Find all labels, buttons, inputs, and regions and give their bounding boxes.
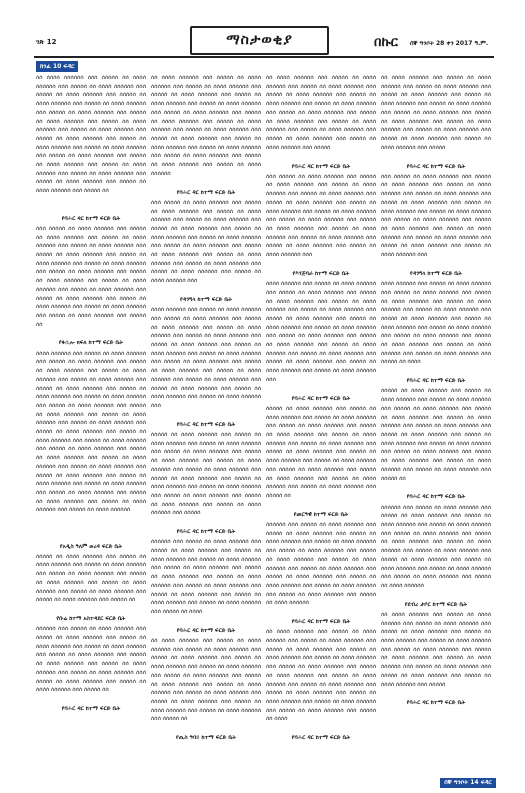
dateline: ሰኞ ግንቦት 28 ቀን 2017 ዓ.ም. <box>410 40 489 47</box>
court-signature: የቡሬ ከተማ አስተዳደር ፍርድ ቤት <box>56 616 126 623</box>
court-signature: የእንጅባራ ከተማ ፍርድ ቤት <box>292 270 350 277</box>
notice-paragraph: ሰሰ ሰሰሰሰ ሰሰሰሰሰሰ ሰሰሰ ሰሰሰሰሰ ሰሰ ሰሰሰሰ ሰሰሰሰሰሰ ሰሰሰ ሰሰሰሰሰ ሰሰ ሰሰሰሰ ሰሰሰሰሰሰ ሰሰሰ ሰሰሰሰሰ ሰሰ ሰሰሰሰ ሰሰሰሰሰሰ ሰሰሰ ሰሰሰሰሰ ሰሰ ሰሰሰሰ ሰሰሰሰሰሰ ሰሰሰ ሰሰሰሰሰ ሰሰ ሰሰሰሰ ሰሰሰሰሰሰ ሰሰሰ ሰሰሰሰሰ ሰሰ ሰሰሰሰ ሰሰሰሰሰሰ ሰሰሰ ሰሰሰሰሰ ሰሰ ሰሰሰሰ ሰሰሰሰሰሰ ሰሰሰ ሰሰሰሰሰ ሰሰ ሰሰሰሰ ሰሰሰሰሰሰ ሰሰሰ ሰሰሰሰሰ ሰሰ ሰሰሰሰ ሰሰሰሰሰሰ ሰሰሰ ሰሰሰሰሰ ሰሰ ሰሰሰሰ ሰሰሰሰሰሰ ሰሰሰ ሰሰሰሰሰ ሰሰ ሰሰሰሰ ሰሰሰሰሰሰ ሰሰሰ ሰሰሰሰሰ <box>381 611 491 688</box>
notice-paragraph: ሰሰ ሰሰሰሰ ሰሰሰሰሰሰ ሰሰሰ ሰሰሰሰሰ ሰሰ ሰሰሰሰ ሰሰሰሰሰሰ ሰሰሰ ሰሰሰሰሰ ሰሰ ሰሰሰሰ ሰሰሰሰሰሰ ሰሰሰ ሰሰሰሰሰ ሰሰ ሰሰሰሰ ሰሰሰሰሰሰ ሰሰሰ ሰሰሰሰሰ ሰሰ ሰሰሰሰ ሰሰሰሰሰሰ ሰሰሰ ሰሰሰሰሰ ሰሰ ሰሰሰሰ ሰሰሰሰሰሰ ሰሰሰ ሰሰሰሰሰ ሰሰ ሰሰሰሰ ሰሰሰሰሰሰ ሰሰሰ ሰሰሰሰሰ ሰሰ ሰሰሰሰ ሰሰሰሰሰሰ ሰሰሰ ሰሰሰሰሰ ሰሰ ሰሰሰሰ ሰሰሰሰሰሰ ሰሰሰ ሰሰሰሰሰ ሰሰ ሰሰሰሰ ሰሰሰሰሰሰ ሰሰሰ ሰሰሰሰሰ ሰሰ ሰሰሰሰ ሰሰሰሰሰሰ ሰሰሰ ሰሰሰሰሰ ሰሰ ሰሰሰሰ ሰሰሰሰሰሰ ሰሰሰ ሰሰሰሰሰ ሰሰ ሰሰሰሰ ሰሰሰሰሰሰ ሰሰሰ ሰሰሰሰሰ ሰሰ ሰሰሰሰ ሰሰሰሰሰሰ ሰሰሰ ሰሰሰሰሰ ሰሰ ሰሰሰሰ <box>266 629 376 723</box>
notice-paragraph: ሰሰሰሰሰሰ ሰሰሰ ሰሰሰሰሰ ሰሰ ሰሰሰሰ ሰሰሰሰሰሰ ሰሰሰ ሰሰሰሰሰ ሰሰ ሰሰሰሰ ሰሰሰሰሰሰ ሰሰሰ ሰሰሰሰሰ ሰሰ ሰሰሰሰ ሰሰሰሰሰሰ ሰሰሰ ሰሰሰሰሰ ሰሰ ሰሰሰሰ ሰሰሰሰሰሰ ሰሰሰ ሰሰሰሰሰ ሰሰ ሰሰሰሰ ሰሰሰሰሰሰ ሰሰሰ ሰሰሰሰሰ ሰሰ ሰሰሰሰ ሰሰሰሰሰሰ ሰሰሰ ሰሰሰሰሰ ሰሰ ሰሰሰሰ ሰሰሰሰሰሰ ሰሰሰ ሰሰሰሰሰ ሰሰ ሰሰሰሰ ሰሰሰሰሰሰ ሰሰሰ ሰሰሰሰሰ ሰሰ ሰሰሰሰ ሰሰሰሰሰሰ ሰሰሰ ሰሰሰሰሰ ሰሰ ሰሰሰሰ ሰሰሰሰሰሰ ሰሰሰ ሰሰሰሰሰ ሰሰ ሰሰሰሰ ሰሰሰሰሰሰ ሰሰሰ ሰሰሰሰሰ ሰሰ ሰሰሰሰ ሰሰሰሰሰሰ ሰሰሰ ሰሰሰሰሰ ሰሰ ሰሰሰሰ ሰሰሰሰሰሰ <box>381 504 491 589</box>
court-signature: የአዲስ ዓለም ወረዳ ፍርድ ቤት <box>59 543 123 550</box>
court-signature: የደብረ ታቦር ከተማ ፍርድ ቤት <box>404 601 468 608</box>
notice-paragraph: ሰሰ ሰሰሰሰ ሰሰሰሰሰሰ ሰሰሰ ሰሰሰሰሰ ሰሰ ሰሰሰሰ ሰሰሰሰሰሰ ሰሰሰ ሰሰሰሰሰ ሰሰ ሰሰሰሰ ሰሰሰሰሰሰ ሰሰሰ ሰሰሰሰሰ ሰሰ ሰሰሰሰ ሰሰሰሰሰሰ ሰሰሰ ሰሰሰሰሰ ሰሰ ሰሰሰሰ ሰሰሰሰሰሰ ሰሰሰ ሰሰሰሰሰ ሰሰ ሰሰሰሰ ሰሰሰሰሰሰ ሰሰሰ ሰሰሰሰሰ ሰሰ ሰሰሰሰ ሰሰሰሰሰሰ ሰሰሰ ሰሰሰሰሰ ሰሰ ሰሰሰሰ ሰሰሰሰሰሰ ሰሰሰ ሰሰሰሰሰ ሰሰ ሰሰሰሰ ሰሰሰሰሰሰ ሰሰሰ ሰሰሰሰሰ ሰሰ ሰሰሰሰ ሰሰሰሰሰሰ ሰሰሰ ሰሰሰሰሰ ሰሰ ሰሰሰሰ ሰሰሰሰሰሰ ሰሰሰ ሰሰሰሰሰ ሰሰ ሰሰሰሰ ሰሰሰሰሰሰ ሰሰሰ ሰሰሰሰሰ ሰሰ ሰሰሰሰ ሰሰሰሰሰሰ ሰሰሰ ሰሰሰሰሰ ሰሰ ሰሰሰሰ ሰሰሰሰሰሰ ሰሰሰ ሰሰሰሰሰ ሰሰ ሰሰሰሰ ሰሰሰሰሰሰ ሰሰሰ ሰሰሰሰሰ ሰሰ ሰሰሰሰ ሰሰሰሰሰሰ <box>151 75 261 177</box>
notice-paragraph: ሰሰሰሰ ሰሰሰሰሰሰ ሰሰሰ ሰሰሰሰሰ ሰሰ ሰሰሰሰ ሰሰሰሰሰሰ ሰሰሰ ሰሰሰሰሰ ሰሰ ሰሰሰሰ ሰሰሰሰሰሰ ሰሰሰ ሰሰሰሰሰ ሰሰ ሰሰሰሰ ሰሰሰሰሰሰ ሰሰሰ ሰሰሰሰሰ ሰሰ ሰሰሰሰ ሰሰሰሰሰሰ ሰሰሰ ሰሰሰሰሰ ሰሰ ሰሰሰሰ ሰሰሰሰሰሰ ሰሰሰ ሰሰሰሰሰ ሰሰ ሰሰሰሰ ሰሰሰሰሰሰ ሰሰሰ ሰሰሰሰሰ ሰሰ ሰሰሰሰ ሰሰሰሰሰሰ ሰሰሰ ሰሰሰሰሰ ሰሰ ሰሰሰሰ ሰሰሰሰሰሰ ሰሰሰ ሰሰሰሰሰ ሰሰ ሰሰሰሰ ሰሰሰሰሰሰ ሰሰሰ ሰሰሰሰሰ ሰሰ ሰሰሰሰ ሰሰሰሰሰሰ ሰሰሰ ሰሰሰሰሰ ሰሰ ሰሰሰሰ ሰሰሰሰሰሰ ሰሰሰ ሰሰሰሰሰ ሰሰ ሰሰሰሰ ሰሰሰሰሰሰ ሰሰሰ ሰሰሰሰሰ ሰሰ ሰሰሰሰ ሰሰሰሰሰሰ ሰሰሰ ሰሰሰሰሰ ሰሰ ሰሰሰሰ ሰሰሰሰሰሰ ሰሰሰ ሰሰሰሰሰ ሰሰ ሰሰሰሰ ሰሰሰሰሰሰ ሰሰሰ <box>266 281 376 383</box>
notice-paragraph: ሰሰ ሰሰሰሰ ሰሰሰሰሰሰ ሰሰሰ ሰሰሰሰሰ ሰሰ ሰሰሰሰ ሰሰሰሰሰሰ ሰሰሰ ሰሰሰሰሰ ሰሰ ሰሰሰሰ ሰሰሰሰሰሰ ሰሰሰ ሰሰሰሰሰ ሰሰ ሰሰሰሰ ሰሰሰሰሰሰ ሰሰሰ ሰሰሰሰሰ ሰሰ ሰሰሰሰ ሰሰሰሰሰሰ ሰሰሰ ሰሰሰሰሰ ሰሰ ሰሰሰሰ ሰሰሰሰሰሰ ሰሰሰ ሰሰሰሰሰ ሰሰ ሰሰሰሰ ሰሰሰሰሰሰ ሰሰሰ ሰሰሰሰሰ ሰሰ ሰሰሰሰ ሰሰሰሰሰሰ ሰሰሰ ሰሰሰሰሰ ሰሰ ሰሰሰሰ ሰሰሰሰሰሰ ሰሰሰ ሰሰሰሰሰ ሰሰ ሰሰሰሰ ሰሰሰሰሰሰ ሰሰሰ ሰሰሰሰሰ ሰሰ ሰሰሰሰ ሰሰሰሰሰሰ ሰሰሰ ሰሰሰሰሰ ሰሰ ሰሰሰሰ ሰሰሰሰሰሰ ሰሰሰ ሰሰሰሰሰ <box>381 75 491 151</box>
page-number: ገጽ 12 <box>36 38 57 46</box>
notice-paragraph: ሰሰሰ ሰሰሰሰሰ ሰሰ ሰሰሰሰ ሰሰሰሰሰሰ ሰሰሰ ሰሰሰሰሰ ሰሰ ሰሰሰሰ ሰሰሰሰሰሰ ሰሰሰ ሰሰሰሰሰ ሰሰ ሰሰሰሰ ሰሰሰሰሰሰ ሰሰሰ ሰሰሰሰሰ ሰሰ ሰሰሰሰ ሰሰሰሰሰሰ ሰሰሰ ሰሰሰሰሰ ሰሰ ሰሰሰሰ ሰሰሰሰሰሰ ሰሰሰ ሰሰሰሰሰ ሰሰ ሰሰሰሰ ሰሰሰሰሰሰ ሰሰሰ ሰሰሰሰሰ ሰሰ ሰሰሰሰ ሰሰሰሰሰሰ ሰሰሰ ሰሰሰሰሰ ሰሰ ሰሰሰሰ ሰሰሰሰሰሰ ሰሰሰ ሰሰሰሰሰ ሰሰ ሰሰሰሰ ሰሰሰሰሰሰ ሰሰሰ ሰሰሰሰሰ ሰሰ ሰሰሰሰ ሰሰሰሰሰሰ ሰሰሰ ሰሰሰሰሰ ሰሰ ሰሰሰሰ ሰሰሰሰሰሰ ሰሰሰ ሰሰሰሰሰ ሰሰ ሰሰሰሰ ሰሰሰሰሰሰ ሰሰሰ ሰሰሰሰሰ ሰሰ ሰሰሰሰ ሰሰሰሰሰሰ ሰሰሰ ሰሰሰሰሰ ሰሰ ሰሰሰሰ ሰሰሰሰሰሰ ሰሰሰ ሰሰሰሰሰ ሰሰ ሰሰሰሰ ሰሰሰሰሰሰ ሰሰሰ ሰሰሰሰሰ ሰሰ <box>36 225 146 328</box>
masthead-logo: በኩር <box>374 35 398 50</box>
page-header <box>0 0 525 58</box>
column-2 <box>151 74 261 774</box>
court-signature: የባሕር ዳር ከተማ ፍርድ ቤት <box>291 163 351 170</box>
notice-paragraph: ሰሰሰሰሰሰ ሰሰሰ ሰሰሰሰሰ ሰሰ ሰሰሰሰ ሰሰሰሰሰሰ ሰሰሰ ሰሰሰሰሰ ሰሰ ሰሰሰሰ ሰሰሰሰሰሰ ሰሰሰ ሰሰሰሰሰ ሰሰ ሰሰሰሰ ሰሰሰሰሰሰ ሰሰሰ ሰሰሰሰሰ ሰሰ ሰሰሰሰ ሰሰሰሰሰሰ ሰሰሰ ሰሰሰሰሰ ሰሰ ሰሰሰሰ ሰሰሰሰሰሰ ሰሰሰ ሰሰሰሰሰ ሰሰ ሰሰሰሰ ሰሰሰሰሰሰ ሰሰሰ ሰሰሰሰሰ ሰሰ ሰሰሰሰ ሰሰሰሰሰሰ ሰሰሰ ሰሰሰሰሰ ሰሰ ሰሰሰሰ ሰሰሰሰሰሰ ሰሰሰ ሰሰሰሰሰ ሰሰ ሰሰሰሰ ሰሰሰሰሰሰ ሰሰሰ ሰሰሰሰሰ ሰሰ ሰሰሰሰ ሰሰሰሰሰሰ ሰሰሰ ሰሰሰሰሰ ሰሰ <box>36 626 146 694</box>
court-signature: የጢስ ዓባይ ከተማ ፍርድ ቤት <box>176 735 236 742</box>
page-title: ማስታወቂያ <box>190 26 329 55</box>
court-signature: የባሕር ዳር ከተማ ፍርድ ቤት <box>406 700 466 707</box>
notice-paragraph: ሰሰሰ ሰሰሰሰሰ ሰሰ ሰሰሰሰ ሰሰሰሰሰሰ ሰሰሰ ሰሰሰሰሰ ሰሰ ሰሰሰሰ ሰሰሰሰሰሰ ሰሰሰ ሰሰሰሰሰ ሰሰ ሰሰሰሰ ሰሰሰሰሰሰ ሰሰሰ ሰሰሰሰሰ ሰሰ ሰሰሰሰ ሰሰሰሰሰሰ ሰሰሰ ሰሰሰሰሰ ሰሰ ሰሰሰሰ ሰሰሰሰሰሰ ሰሰሰ ሰሰሰሰሰ ሰሰ ሰሰሰሰ ሰሰሰሰሰሰ ሰሰሰ ሰሰሰሰሰ ሰሰ ሰሰሰሰ ሰሰሰሰሰሰ ሰሰሰ ሰሰሰሰሰ ሰሰ ሰሰሰሰ ሰሰሰሰሰሰ ሰሰሰ ሰሰሰሰሰ ሰሰ ሰሰሰሰ ሰሰሰሰሰሰ ሰሰሰ ሰሰሰሰሰ ሰሰ ሰሰሰሰ ሰሰሰሰሰሰ ሰሰሰ ሰሰሰሰሰ ሰሰ ሰሰሰሰ ሰሰሰሰሰሰ ሰሰሰ ሰሰሰሰሰ ሰሰ ሰሰሰሰ ሰሰሰሰሰሰ ሰሰሰ ሰሰሰሰሰ ሰሰ ሰሰሰሰ ሰሰሰሰሰሰ ሰሰሰ <box>266 173 376 259</box>
notice-paragraph: ሰሰሰሰሰ ሰሰ ሰሰሰሰ ሰሰሰሰሰሰ ሰሰሰ ሰሰሰሰሰ ሰሰ ሰሰሰሰ ሰሰሰሰሰሰ ሰሰሰ ሰሰሰሰሰ ሰሰ ሰሰሰሰ ሰሰሰሰሰሰ ሰሰሰ ሰሰሰሰሰ ሰሰ ሰሰሰሰ ሰሰሰሰሰሰ ሰሰሰ ሰሰሰሰሰ ሰሰ ሰሰሰሰ ሰሰሰሰሰሰ ሰሰሰ ሰሰሰሰሰ ሰሰ ሰሰሰሰ ሰሰሰሰሰሰ ሰሰሰ ሰሰሰሰሰ ሰሰ ሰሰሰሰ ሰሰሰሰሰሰ ሰሰሰ ሰሰሰሰሰ ሰሰ ሰሰሰሰ ሰሰሰሰሰሰ ሰሰሰ ሰሰሰሰሰ ሰሰ ሰሰሰሰ ሰሰሰሰሰሰ ሰሰሰ ሰሰሰሰሰ ሰሰ ሰሰሰሰ ሰሰሰሰሰሰ ሰሰሰ ሰሰሰሰሰ ሰሰ ሰሰሰሰ ሰሰሰሰሰሰ ሰሰሰ ሰሰሰሰሰ ሰሰ ሰሰሰሰ ሰሰሰሰሰሰ ሰሰሰ ሰሰሰሰሰ ሰሰ ሰሰሰሰ ሰሰሰሰሰሰ ሰሰሰ ሰሰሰሰሰ ሰሰ ሰሰሰሰ ሰሰሰሰሰሰ ሰሰሰ ሰሰሰሰሰ ሰሰ <box>266 405 376 499</box>
notice-paragraph: ሰሰሰሰሰ ሰሰ ሰሰሰሰ ሰሰሰሰሰሰ ሰሰሰ ሰሰሰሰሰ ሰሰ ሰሰሰሰ ሰሰሰሰሰሰ ሰሰሰ ሰሰሰሰሰ ሰሰ ሰሰሰሰ ሰሰሰሰሰሰ ሰሰሰ ሰሰሰሰሰ ሰሰ ሰሰሰሰ ሰሰሰሰሰሰ ሰሰሰ ሰሰሰሰሰ ሰሰ ሰሰሰሰ ሰሰሰሰሰሰ ሰሰሰ ሰሰሰሰሰ ሰሰ ሰሰሰሰ ሰሰሰሰሰሰ ሰሰሰ ሰሰሰሰሰ ሰሰ ሰሰሰሰ ሰሰሰሰሰሰ ሰሰሰ ሰሰሰሰሰ ሰሰ ሰሰሰሰ ሰሰሰሰሰሰ ሰሰሰ ሰሰሰሰሰ ሰሰ <box>36 553 146 604</box>
court-signature: የፋሲሎ ክፍለ ከተማ ፍርድ ቤት <box>58 340 124 347</box>
notice-paragraph: ሰሰሰሰ ሰሰሰሰሰሰ ሰሰሰ ሰሰሰሰሰ ሰሰ ሰሰሰሰ ሰሰሰሰሰሰ ሰሰሰ ሰሰሰሰሰ ሰሰ ሰሰሰሰ ሰሰሰሰሰሰ ሰሰሰ ሰሰሰሰሰ ሰሰ ሰሰሰሰ ሰሰሰሰሰሰ ሰሰሰ ሰሰሰሰሰ ሰሰ ሰሰሰሰ ሰሰሰሰሰሰ ሰሰሰ ሰሰሰሰሰ ሰሰ ሰሰሰሰ ሰሰሰሰሰሰ ሰሰሰ ሰሰሰሰሰ ሰሰ ሰሰሰሰ ሰሰሰሰሰሰ ሰሰሰ ሰሰሰሰሰ ሰሰ ሰሰሰሰ ሰሰሰሰሰሰ ሰሰሰ ሰሰሰሰሰ ሰሰ ሰሰሰሰ ሰሰሰሰሰሰ ሰሰሰ ሰሰሰሰሰ ሰሰ ሰሰሰሰ ሰሰሰሰሰሰ ሰሰሰ ሰሰሰሰሰ ሰሰ ሰሰሰሰ ሰሰሰሰሰሰ ሰሰሰ ሰሰሰሰሰ ሰሰ ሰሰሰሰ ሰሰሰሰሰሰ ሰሰሰ ሰሰሰሰሰ ሰሰ ሰሰሰሰ ሰሰሰሰሰሰ ሰሰሰ ሰሰሰሰሰ ሰሰ ሰሰሰሰ ሰሰሰሰሰሰ ሰሰሰ ሰሰሰሰሰ ሰሰ ሰሰሰሰ ሰሰሰሰሰሰ ሰሰሰ ሰሰሰሰሰ ሰሰ ሰሰሰሰ ሰሰሰሰሰሰ ሰሰሰ ሰሰሰሰሰ ሰሰ ሰሰሰሰ ሰሰሰሰሰሰ ሰሰሰ ሰሰሰሰሰ ሰሰ ሰሰሰሰ ሰሰሰሰሰሰ ሰሰሰ ሰሰሰሰሰ ሰሰ ሰሰሰሰ ሰሰሰሰሰሰ ሰሰሰ ሰሰሰሰሰ ሰሰ ሰሰሰሰ ሰሰሰሰሰሰ ሰሰሰ ሰሰሰሰሰ ሰሰ ሰሰሰሰ ሰሰሰሰሰሰ ሰሰሰ ሰሰሰሰሰ ሰሰ ሰሰሰሰ ሰሰሰሰሰሰ ሰሰሰ ሰሰሰሰሰ ሰሰ ሰሰሰሰ ሰሰሰሰሰሰ ሰሰሰ ሰሰሰሰሰ ሰሰ ሰሰሰሰ ሰሰሰሰሰሰ ሰሰሰ ሰሰሰሰሰ ሰሰ ሰሰሰሰ ሰሰሰሰሰሰ ሰሰሰ ሰሰሰሰሰ ሰሰ ሰሰሰሰ ሰሰሰሰሰሰ ሰሰሰ ሰሰሰሰሰ ሰሰ ሰሰሰሰ ሰሰሰሰሰሰ <box>36 350 146 514</box>
column-1 <box>36 74 146 774</box>
court-signature: የባሕር ዳር ከተማ ፍርድ ቤት <box>291 619 351 626</box>
notice-paragraph: ሰሰ ሰሰሰሰ ሰሰሰሰሰሰ ሰሰሰ ሰሰሰሰሰ ሰሰ ሰሰሰሰ ሰሰሰሰሰሰ ሰሰሰ ሰሰሰሰሰ ሰሰ ሰሰሰሰ ሰሰሰሰሰሰ ሰሰሰ ሰሰሰሰሰ ሰሰ ሰሰሰሰ ሰሰሰሰሰሰ ሰሰሰ ሰሰሰሰሰ ሰሰ ሰሰሰሰ ሰሰሰሰሰሰ ሰሰሰ ሰሰሰሰሰ ሰሰ ሰሰሰሰ ሰሰሰሰሰሰ ሰሰሰ ሰሰሰሰሰ ሰሰ ሰሰሰሰ ሰሰሰሰሰሰ ሰሰሰ ሰሰሰሰሰ ሰሰ ሰሰሰሰ ሰሰሰሰሰሰ ሰሰሰ ሰሰሰሰሰ ሰሰ ሰሰሰሰ ሰሰሰሰሰሰ ሰሰሰ ሰሰሰሰሰ ሰሰ ሰሰሰሰ ሰሰሰሰሰሰ ሰሰሰ ሰሰሰሰሰ ሰሰ ሰሰሰሰ ሰሰሰሰሰሰ ሰሰሰ ሰሰሰሰሰ ሰሰ ሰሰሰሰ ሰሰሰሰሰሰ ሰሰሰ ሰሰሰሰሰ ሰሰ ሰሰሰሰ ሰሰሰሰሰሰ ሰሰሰ ሰሰሰሰሰ ሰሰ ሰሰሰሰ ሰሰሰሰሰሰ ሰሰሰ ሰሰሰሰሰ ሰሰ ሰሰሰሰ ሰሰሰሰሰሰ ሰሰሰ ሰሰሰሰሰ ሰሰ ሰሰሰሰ ሰሰሰሰሰሰ ሰሰሰ ሰሰሰሰሰ ሰሰ ሰሰሰሰ ሰሰሰሰሰሰ ሰሰሰ ሰሰሰሰሰ ሰሰ ሰሰሰሰ ሰሰሰሰሰሰ ሰሰሰ ሰሰሰሰሰ ሰሰ ሰሰሰሰ ሰሰሰሰሰሰ ሰሰሰ ሰሰሰሰሰ ሰሰ <box>36 75 146 195</box>
notice-paragraph: ሰሰሰሰሰ ሰሰ ሰሰሰሰ ሰሰሰሰሰሰ ሰሰሰ ሰሰሰሰሰ ሰሰ ሰሰሰሰ ሰሰሰሰሰሰ ሰሰሰ ሰሰሰሰሰ ሰሰ ሰሰሰሰ ሰሰሰሰሰሰ ሰሰሰ ሰሰሰሰሰ ሰሰ ሰሰሰሰ ሰሰሰሰሰሰ ሰሰሰ ሰሰሰሰሰ ሰሰ ሰሰሰሰ ሰሰሰሰሰሰ ሰሰሰ ሰሰሰሰሰ ሰሰ ሰሰሰሰ ሰሰሰሰሰሰ ሰሰሰ ሰሰሰሰሰ ሰሰ ሰሰሰሰ ሰሰሰሰሰሰ ሰሰሰ ሰሰሰሰሰ ሰሰ ሰሰሰሰ ሰሰሰሰሰሰ ሰሰሰ ሰሰሰሰሰ ሰሰ ሰሰሰሰ ሰሰሰሰሰሰ ሰሰሰ ሰሰሰሰሰ ሰሰ ሰሰሰሰ ሰሰሰሰሰሰ ሰሰሰ ሰሰሰሰሰ ሰሰ ሰሰሰሰ ሰሰሰሰሰሰ ሰሰሰ ሰሰሰሰሰ ሰሰ ሰሰሰሰ ሰሰሰሰሰሰ ሰሰሰ ሰሰሰሰሰ ሰሰ ሰሰሰሰ ሰሰሰሰሰሰ ሰሰሰ ሰሰሰሰሰ ሰሰ ሰሰሰሰ ሰሰሰሰሰሰ ሰሰሰ ሰሰሰሰሰ ሰሰ <box>381 388 491 482</box>
section-tag: ክንፈ 10 ፍዳር <box>36 61 78 72</box>
notice-paragraph: ሰሰሰሰሰሰ ሰሰሰ ሰሰሰሰሰ ሰሰ ሰሰሰሰ ሰሰሰሰሰሰ ሰሰሰ ሰሰሰሰሰ ሰሰ ሰሰሰሰ ሰሰሰሰሰሰ ሰሰሰ ሰሰሰሰሰ ሰሰ ሰሰሰሰ ሰሰሰሰሰሰ ሰሰሰ ሰሰሰሰሰ ሰሰ ሰሰሰሰ ሰሰሰሰሰሰ ሰሰሰ ሰሰሰሰሰ ሰሰ ሰሰሰሰ ሰሰሰሰሰሰ ሰሰሰ ሰሰሰሰሰ ሰሰ ሰሰሰሰ ሰሰሰሰሰሰ ሰሰሰ ሰሰሰሰሰ ሰሰ ሰሰሰሰ ሰሰሰሰሰሰ ሰሰሰ ሰሰሰሰሰ ሰሰ ሰሰሰሰ ሰሰሰሰሰሰ ሰሰሰ ሰሰሰሰሰ ሰሰ ሰሰሰሰ ሰሰሰሰሰሰ ሰሰሰ ሰሰሰሰሰ ሰሰ ሰሰሰሰ ሰሰሰሰሰሰ ሰሰሰ ሰሰሰሰሰ ሰሰ ሰሰሰሰ ሰሰሰሰሰሰ ሰሰሰ ሰሰሰሰሰ ሰሰ ሰሰሰሰ <box>151 539 261 615</box>
notice-paragraph: ሰሰሰሰ ሰሰሰሰሰሰ ሰሰሰ ሰሰሰሰሰ ሰሰ ሰሰሰሰ ሰሰሰሰሰሰ ሰሰሰ ሰሰሰሰሰ ሰሰ ሰሰሰሰ ሰሰሰሰሰሰ ሰሰሰ ሰሰሰሰሰ ሰሰ ሰሰሰሰ ሰሰሰሰሰሰ ሰሰሰ ሰሰሰሰሰ ሰሰ ሰሰሰሰ ሰሰሰሰሰሰ ሰሰሰ ሰሰሰሰሰ ሰሰ ሰሰሰሰ ሰሰሰሰሰሰ ሰሰሰ ሰሰሰሰሰ ሰሰ ሰሰሰሰ ሰሰሰሰሰሰ ሰሰሰ ሰሰሰሰሰ ሰሰ ሰሰሰሰ ሰሰሰሰሰሰ ሰሰሰ ሰሰሰሰሰ ሰሰ ሰሰሰሰ ሰሰሰሰሰሰ ሰሰሰ ሰሰሰሰሰ ሰሰ ሰሰሰሰ ሰሰሰሰሰሰ ሰሰሰ ሰሰሰሰሰ ሰሰ ሰሰሰሰ ሰሰሰሰሰሰ ሰሰሰ ሰሰሰሰሰ ሰሰ ሰሰሰሰ ሰሰሰሰሰሰ ሰሰሰ ሰሰሰሰሰ ሰሰ ሰሰሰሰ ሰሰሰሰሰሰ ሰሰሰ ሰሰሰሰሰ ሰሰ ሰሰሰሰ <box>381 281 491 366</box>
court-signature: የባሕር ዳር ከተማ ፍርድ ቤት <box>406 163 466 170</box>
column-3 <box>266 74 376 774</box>
court-signature: የባሕር ዳር ከተማ ፍርድ ቤት <box>406 378 466 385</box>
court-signature: የባሕር ዳር ከተማ ፍርድ ቤት <box>61 215 121 222</box>
court-signature: የባሕር ዳር ከተማ ፍርድ ቤት <box>406 494 466 501</box>
notice-paragraph: ሰሰሰሰሰሰ ሰሰሰ ሰሰሰሰሰ ሰሰ ሰሰሰሰ ሰሰሰሰሰሰ ሰሰሰ ሰሰሰሰሰ ሰሰ ሰሰሰሰ ሰሰሰሰሰሰ ሰሰሰ ሰሰሰሰሰ ሰሰ ሰሰሰሰ ሰሰሰሰሰሰ ሰሰሰ ሰሰሰሰሰ ሰሰ ሰሰሰሰ ሰሰሰሰሰሰ ሰሰሰ ሰሰሰሰሰ ሰሰ ሰሰሰሰ ሰሰሰሰሰሰ ሰሰሰ ሰሰሰሰሰ ሰሰ ሰሰሰሰ ሰሰሰሰሰሰ ሰሰሰ ሰሰሰሰሰ ሰሰ ሰሰሰሰ ሰሰሰሰሰሰ ሰሰሰ ሰሰሰሰሰ ሰሰ ሰሰሰሰ ሰሰሰሰሰሰ ሰሰሰ ሰሰሰሰሰ ሰሰ ሰሰሰሰ ሰሰሰሰሰሰ ሰሰሰ ሰሰሰሰሰ ሰሰ ሰሰሰሰ ሰሰሰሰሰሰ ሰሰሰ ሰሰሰሰሰ ሰሰ ሰሰሰሰ ሰሰሰሰሰሰ ሰሰሰ ሰሰሰሰሰ ሰሰ ሰሰሰሰ ሰሰሰሰሰሰ ሰሰሰ ሰሰሰሰሰ ሰሰ ሰሰሰሰ ሰሰሰሰሰሰ <box>266 521 376 607</box>
notice-paragraph: ሰሰሰሰሰ ሰሰ ሰሰሰሰ ሰሰሰሰሰሰ ሰሰሰ ሰሰሰሰሰ ሰሰ ሰሰሰሰ ሰሰሰሰሰሰ ሰሰሰ ሰሰሰሰሰ ሰሰ ሰሰሰሰ ሰሰሰሰሰሰ ሰሰሰ ሰሰሰሰሰ ሰሰ ሰሰሰሰ ሰሰሰሰሰሰ ሰሰሰ ሰሰሰሰሰ ሰሰ ሰሰሰሰ ሰሰሰሰሰሰ ሰሰሰ ሰሰሰሰሰ ሰሰ ሰሰሰሰ ሰሰሰሰሰሰ ሰሰሰ ሰሰሰሰሰ ሰሰ ሰሰሰሰ ሰሰሰሰሰሰ ሰሰሰ ሰሰሰሰሰ ሰሰ ሰሰሰሰ ሰሰሰሰሰሰ ሰሰሰ ሰሰሰሰሰ ሰሰ ሰሰሰሰ ሰሰሰሰሰሰ ሰሰሰ ሰሰሰሰሰ ሰሰ ሰሰሰሰ ሰሰሰሰሰሰ ሰሰሰ ሰሰሰሰሰ ሰሰ ሰሰሰሰ ሰሰሰሰሰሰ ሰሰሰ ሰሰሰሰሰ ሰሰ ሰሰሰሰ ሰሰሰሰሰሰ ሰሰሰ ሰሰሰሰሰ ሰሰ ሰሰሰሰ ሰሰሰሰሰሰ ሰሰሰ ሰሰሰሰሰ <box>151 431 261 517</box>
column-4 <box>381 74 491 774</box>
court-signature: የባሕር ዳር ከተማ ፍርድ ቤት <box>176 529 236 536</box>
notice-paragraph: ሰሰሰ ሰሰሰሰሰ ሰሰ ሰሰሰሰ ሰሰሰሰሰሰ ሰሰሰ ሰሰሰሰሰ ሰሰ ሰሰሰሰ ሰሰሰሰሰሰ ሰሰሰ ሰሰሰሰሰ ሰሰ ሰሰሰሰ ሰሰሰሰሰሰ ሰሰሰ ሰሰሰሰሰ ሰሰ ሰሰሰሰ ሰሰሰሰሰሰ ሰሰሰ ሰሰሰሰሰ ሰሰ ሰሰሰሰ ሰሰሰሰሰሰ ሰሰሰ ሰሰሰሰሰ ሰሰ ሰሰሰሰ ሰሰሰሰሰሰ ሰሰሰ ሰሰሰሰሰ ሰሰ ሰሰሰሰ ሰሰሰሰሰሰ ሰሰሰ ሰሰሰሰሰ ሰሰ ሰሰሰሰ ሰሰሰሰሰሰ ሰሰሰ ሰሰሰሰሰ ሰሰ ሰሰሰሰ ሰሰሰሰሰሰ ሰሰሰ ሰሰሰሰሰ ሰሰ ሰሰሰሰ ሰሰሰሰሰሰ ሰሰሰ ሰሰሰሰሰ ሰሰ ሰሰሰሰ ሰሰሰሰሰሰ ሰሰሰ ሰሰሰሰሰ ሰሰ ሰሰሰሰ ሰሰሰሰሰሰ ሰሰሰ ሰሰሰሰሰ ሰሰ ሰሰሰሰ ሰሰሰሰሰሰ ሰሰሰ <box>151 199 261 285</box>
header-rule <box>34 56 494 58</box>
court-signature: የባሕር ዳር ከተማ ፍርድ ቤት <box>291 735 351 742</box>
court-signature: የመርዓዊ ከተማ ፍርድ ቤት <box>293 511 349 518</box>
notice-paragraph: ሰሰሰ ሰሰሰሰሰ ሰሰ ሰሰሰሰ ሰሰሰሰሰሰ ሰሰሰ ሰሰሰሰሰ ሰሰ ሰሰሰሰ ሰሰሰሰሰሰ ሰሰሰ ሰሰሰሰሰ ሰሰ ሰሰሰሰ ሰሰሰሰሰሰ ሰሰሰ ሰሰሰሰሰ ሰሰ ሰሰሰሰ ሰሰሰሰሰሰ ሰሰሰ ሰሰሰሰሰ ሰሰ ሰሰሰሰ ሰሰሰሰሰሰ ሰሰሰ ሰሰሰሰሰ ሰሰ ሰሰሰሰ ሰሰሰሰሰሰ ሰሰሰ ሰሰሰሰሰ ሰሰ ሰሰሰሰ ሰሰሰሰሰሰ ሰሰሰ ሰሰሰሰሰ ሰሰ ሰሰሰሰ ሰሰሰሰሰሰ ሰሰሰ ሰሰሰሰሰ ሰሰ ሰሰሰሰ ሰሰሰሰሰሰ ሰሰሰ ሰሰሰሰሰ ሰሰ ሰሰሰሰ ሰሰሰሰሰሰ ሰሰሰ ሰሰሰሰሰ ሰሰ ሰሰሰሰ ሰሰሰሰሰሰ ሰሰሰ ሰሰሰሰሰ ሰሰ ሰሰሰሰ ሰሰሰሰሰሰ ሰሰሰ ሰሰሰሰሰ ሰሰ ሰሰሰሰ ሰሰሰሰሰሰ ሰሰሰ <box>381 173 491 259</box>
bottom-tag: ሰኞ ግንቦት 14 ፍዳር <box>440 778 496 788</box>
court-signature: የዳንግላ ከተማ ፍርድ ቤት <box>409 270 463 277</box>
court-signature: የባሕር ዳር ከተማ ፍርድ ቤት <box>176 189 236 196</box>
court-signature: የዳንግላ ከተማ ፍርድ ቤት <box>179 296 233 303</box>
notice-paragraph: ሰሰ ሰሰሰሰ ሰሰሰሰሰሰ ሰሰሰ ሰሰሰሰሰ ሰሰ ሰሰሰሰ ሰሰሰሰሰሰ ሰሰሰ ሰሰሰሰሰ ሰሰ ሰሰሰሰ ሰሰሰሰሰሰ ሰሰሰ ሰሰሰሰሰ ሰሰ ሰሰሰሰ ሰሰሰሰሰሰ ሰሰሰ ሰሰሰሰሰ ሰሰ ሰሰሰሰ ሰሰሰሰሰሰ ሰሰሰ ሰሰሰሰሰ ሰሰ ሰሰሰሰ ሰሰሰሰሰሰ ሰሰሰ ሰሰሰሰሰ ሰሰ ሰሰሰሰ ሰሰሰሰሰሰ ሰሰሰ ሰሰሰሰሰ ሰሰ ሰሰሰሰ ሰሰሰሰሰሰ ሰሰሰ ሰሰሰሰሰ ሰሰ ሰሰሰሰ ሰሰሰሰሰሰ ሰሰሰ ሰሰሰሰሰ ሰሰ ሰሰሰሰ ሰሰሰሰሰሰ ሰሰሰ ሰሰሰሰሰ ሰሰ ሰሰሰሰ ሰሰሰሰሰሰ ሰሰሰ ሰሰሰሰሰ ሰሰ ሰሰሰሰ ሰሰሰሰሰሰ ሰሰሰ ሰሰሰሰሰ ሰሰ ሰሰሰሰ ሰሰሰሰሰሰ ሰሰሰ ሰሰሰሰሰ ሰሰ <box>151 638 261 723</box>
court-signature: የባሕር ዳር ከተማ ፍርድ ቤት <box>61 706 121 713</box>
court-signature: የባሕር ዳር ከተማ ፍርድ ቤት <box>291 395 351 402</box>
court-signature: የባሕር ዳር ከተማ ፍርድ ቤት <box>176 421 236 428</box>
notice-paragraph: ሰሰሰሰ ሰሰሰሰሰሰ ሰሰሰ ሰሰሰሰሰ ሰሰ ሰሰሰሰ ሰሰሰሰሰሰ ሰሰሰ ሰሰሰሰሰ ሰሰ ሰሰሰሰ ሰሰሰሰሰሰ ሰሰሰ ሰሰሰሰሰ ሰሰ ሰሰሰሰ ሰሰሰሰሰሰ ሰሰሰ ሰሰሰሰሰ ሰሰ ሰሰሰሰ ሰሰሰሰሰሰ ሰሰሰ ሰሰሰሰሰ ሰሰ ሰሰሰሰ ሰሰሰሰሰሰ ሰሰሰ ሰሰሰሰሰ ሰሰ ሰሰሰሰ ሰሰሰሰሰሰ ሰሰሰ ሰሰሰሰሰ ሰሰ ሰሰሰሰ ሰሰሰሰሰሰ ሰሰሰ ሰሰሰሰሰ ሰሰ ሰሰሰሰ ሰሰሰሰሰሰ ሰሰሰ ሰሰሰሰሰ ሰሰ ሰሰሰሰ ሰሰሰሰሰሰ ሰሰሰ ሰሰሰሰሰ ሰሰ ሰሰሰሰ ሰሰሰሰሰሰ ሰሰሰ ሰሰሰሰሰ ሰሰ ሰሰሰሰ ሰሰሰሰሰሰ ሰሰሰ ሰሰሰሰሰ ሰሰ ሰሰሰሰ ሰሰሰሰሰሰ ሰሰሰ ሰሰሰሰሰ ሰሰ ሰሰሰሰ ሰሰሰሰሰሰ ሰሰሰ ሰሰሰሰሰ ሰሰ ሰሰሰሰ ሰሰሰሰሰሰ ሰሰሰ ሰሰሰሰሰ ሰሰ ሰሰሰሰ ሰሰሰሰሰሰ ሰሰሰ <box>151 307 261 409</box>
columns-area <box>36 74 494 774</box>
court-signature: የባሕር ዳር ከተማ ፍርድ ቤት <box>176 627 236 634</box>
notice-paragraph: ሰሰ ሰሰሰሰ ሰሰሰሰሰሰ ሰሰሰ ሰሰሰሰሰ ሰሰ ሰሰሰሰ ሰሰሰሰሰሰ ሰሰሰ ሰሰሰሰሰ ሰሰ ሰሰሰሰ ሰሰሰሰሰሰ ሰሰሰ ሰሰሰሰሰ ሰሰ ሰሰሰሰ ሰሰሰሰሰሰ ሰሰሰ ሰሰሰሰሰ ሰሰ ሰሰሰሰ ሰሰሰሰሰሰ ሰሰሰ ሰሰሰሰሰ ሰሰ ሰሰሰሰ ሰሰሰሰሰሰ ሰሰሰ ሰሰሰሰሰ ሰሰ ሰሰሰሰ ሰሰሰሰሰሰ ሰሰሰ ሰሰሰሰሰ ሰሰ ሰሰሰሰ ሰሰሰሰሰሰ ሰሰሰ ሰሰሰሰሰ ሰሰ ሰሰሰሰ ሰሰሰሰሰሰ ሰሰሰ ሰሰሰሰሰ ሰሰ ሰሰሰሰ ሰሰሰሰሰሰ ሰሰሰ ሰሰሰሰሰ ሰሰ ሰሰሰሰ ሰሰሰሰሰሰ ሰሰሰ ሰሰሰሰሰ ሰሰ ሰሰሰሰ ሰሰሰሰሰሰ ሰሰሰ ሰሰሰሰሰ <box>266 75 376 151</box>
